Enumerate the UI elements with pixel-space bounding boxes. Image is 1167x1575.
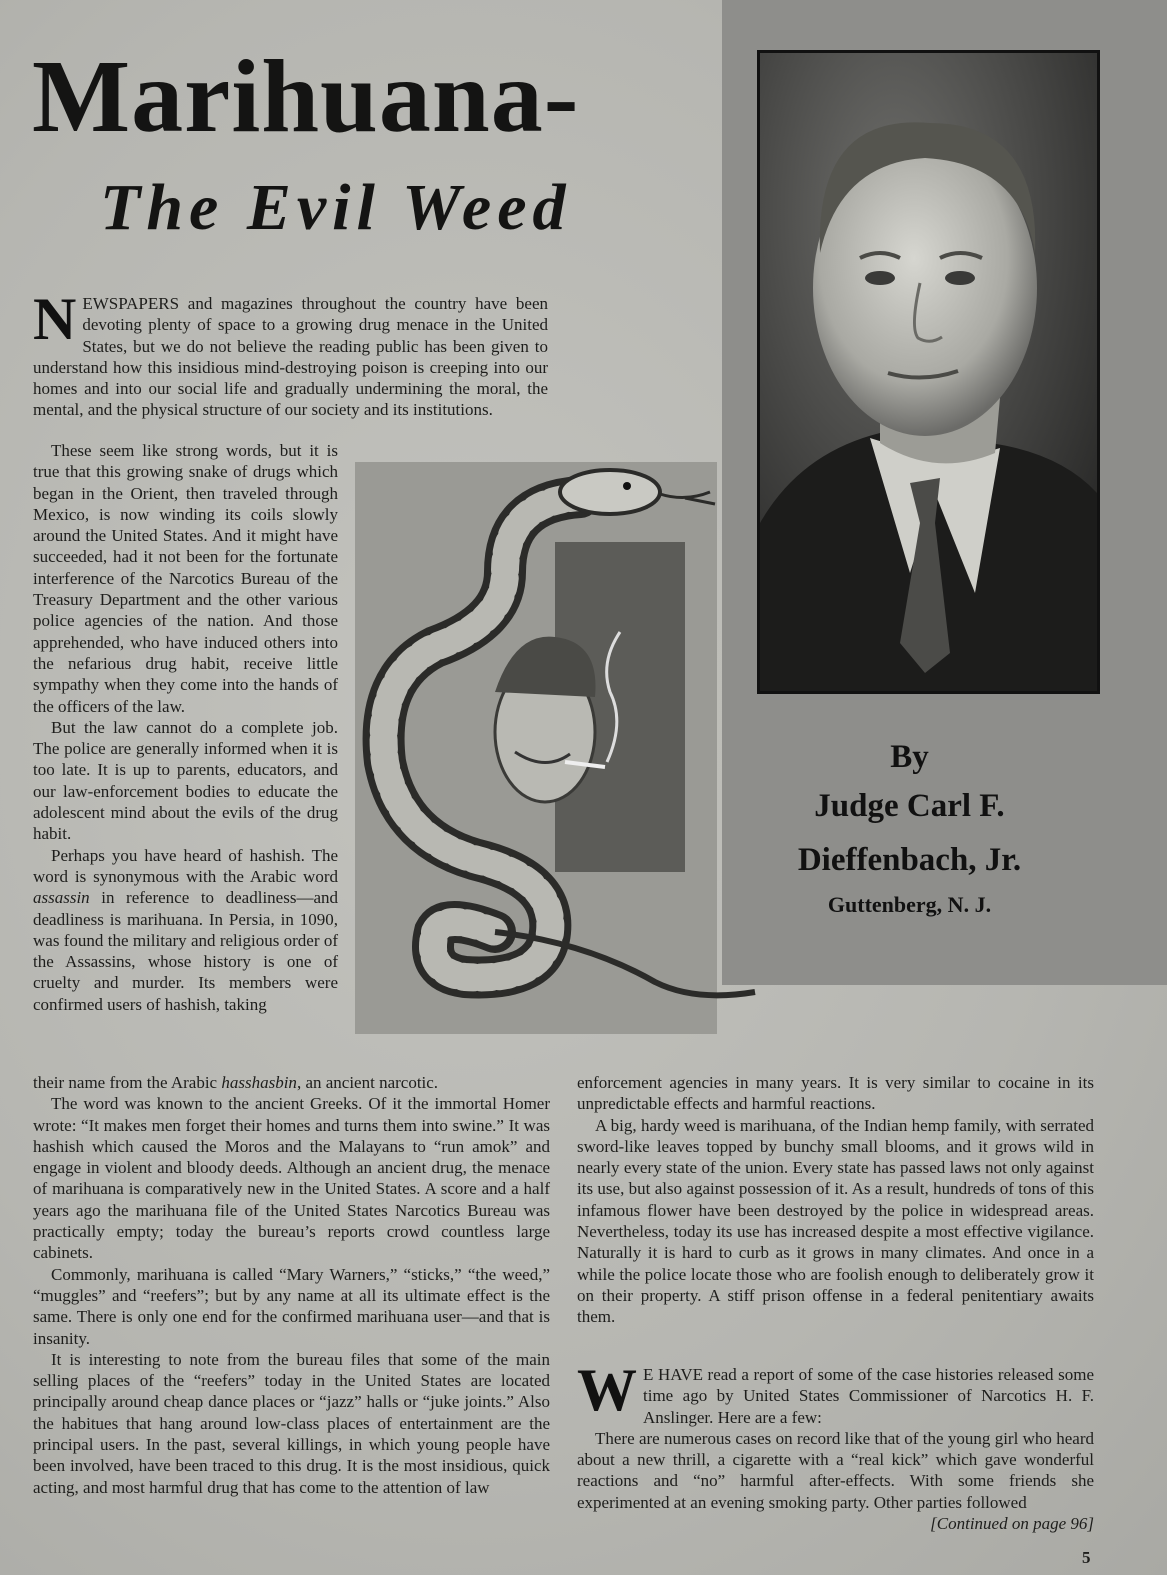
author-portrait-photo — [757, 50, 1100, 694]
bottom-left-paragraph-1: The word was known to the ancient Greeks. Of it the immortal Homer wrote: “It makes men forget their homes and turns them into swine.” It was hashish which caused the Moros and the Malayans to “run amok” and engage in violent and bloody deeds. Although an ancient drug, the menace of marihuana is comparatively new in the United States. A score and a half years ago the marihuana file of the United States Narcotics Bureau was practically empty; today the bureau’s reports crowd countless large cabinets. — [33, 1094, 550, 1263]
bottom-left-line1-b: , an ancient narcotic. — [296, 1073, 439, 1092]
left-p3-text-a: Perhaps you have heard of hashish. The word is synonymous with the Arabic word — [33, 845, 338, 886]
byline-by: By — [890, 739, 929, 775]
left-p3-text-b: in reference to deadliness—and deadliness is marihuana. In Persia, in 1090, was found the military and religious order of the Assassins, whose history is one of cruelty and murder. Its members were confirmed users of hashish, taking — [33, 888, 338, 1014]
intro-text: EWSPAPERS and magazines throughout the country have been devoting plenty of space to a growing drug menace in the United States, but we do not believe the reading public has been given to understand how this insidious mind-destroying poison is creeping into our homes and into our social life and gradually undermining the moral, the mental, and the physical structure of our society and its institutions. — [33, 294, 548, 420]
continued-note: [Continued on page 96] — [930, 1514, 1094, 1534]
bottom-left-paragraph-2: Commonly, marihuana is called “Mary Warners,” “sticks,” “the weed,” “muggles” and “reefers”; but by any name at all its ultimate effect is the same. There is only one end for the confirmed marihuana user—and that is insanity. — [33, 1264, 550, 1348]
left-paragraph-2: But the law cannot do a complete job. The police are generally informed when it is too late. It is up to parents, educators, and our law-enforcement bodies to educate the adolescent mind about the evils of the drug habit. — [33, 717, 338, 844]
snake-illustration-icon — [355, 462, 765, 1037]
article-subtitle: The Evil Weed — [100, 171, 572, 244]
left-paragraph-3 — [33, 845, 338, 1015]
bottom-left-line-1 — [33, 1072, 550, 1093]
byline — [757, 735, 1062, 923]
section-two — [577, 1357, 1094, 1534]
bottom-left-line1-a: their name from the Arabic — [33, 1073, 222, 1092]
portrait-icon — [760, 53, 1097, 691]
article-title: Marihuana- — [32, 39, 580, 154]
bottom-right-column — [577, 1072, 1094, 1328]
section-two-dropcap: W — [577, 1357, 637, 1423]
bottom-left-column — [33, 1072, 550, 1498]
byline-location: Guttenberg, N. J. — [827, 892, 992, 917]
left-p3-italic: assassin — [33, 888, 90, 908]
left-paragraph-1: These seem like strong words, but it is true that this growing snake of drugs which began in the Orient, then traveled through Mexico, is now winding its coils slowly around the United States. And it might have succeeded, had it not been for the fortunate interference of the Narcotics Bureau of the Treasury Department and the other various police agencies of the nation. And those apprehended, who have induced others into the nefarious drug habit, receive little sympathy when they come into the hands of the officers of the law. — [33, 441, 338, 716]
snake-and-smoker-illustration — [355, 462, 765, 1037]
page-number: 5 — [1082, 1548, 1091, 1567]
bottom-right-paragraph-1: A big, hardy weed is marihuana, of the Indian hemp family, with serrated sword-like leaves topped by bunchy small blooms, and it grows wild in nearly every state of the union. Every state has passed laws not only against its use, but also against possession of it. As a result, hundreds of tons of this infamous flower have been destroyed by the police in widespread areas. Nevertheless, today its use has increased despite a most effective vigilance. Naturally it is hard to curb as it grows in many climates. And once in a while the police locate those who are foolish enough to deliberately grow it on their property. A stiff prison offense in a federal penitentiary awaits them. — [577, 1115, 1094, 1327]
bottom-left-line1-italic: hasshasbin — [221, 1073, 297, 1092]
byline-name-line1: Judge Carl F. — [814, 788, 1005, 824]
left-column — [33, 440, 338, 1015]
section-two-paragraph-1 — [577, 1428, 1094, 1534]
section-two-p1-text: There are numerous cases on record like that of the young girl who heard about a new thrill, a cigarette with a “real kick” which gave wonderful reactions and “no” harmful after-effects. With some friends she experimented at an evening smoking party. Other parties followed — [577, 1428, 1094, 1512]
intro-dropcap: N — [33, 286, 77, 352]
bottom-left-paragraph-3: It is interesting to note from the bureau files that some of the main selling places of the “reefers” today in the United States are located principally around cheap dance places or “jazz” halls or “juke joints.” Also the habitues that hang around low-class places of entertainment are the principal users. In the past, several killings, in which young people have been involved, have been traced to this drug. It is the most insidious, quick acting, and most harmful drug that has come to the attention of law — [33, 1349, 550, 1497]
section-two-text: E HAVE read a report of some of the case histories released some time ago by United States Commissioner of Narcotics H. F. Anslinger. Here are a few: — [643, 1365, 1094, 1427]
byline-name-line2: Dieffenbach, Jr. — [797, 842, 1022, 878]
bottom-right-line-1: enforcement agencies in many years. It is very similar to cocaine in its unpredictable effects and harmful reactions. — [577, 1073, 1094, 1114]
intro-paragraph — [33, 286, 548, 421]
